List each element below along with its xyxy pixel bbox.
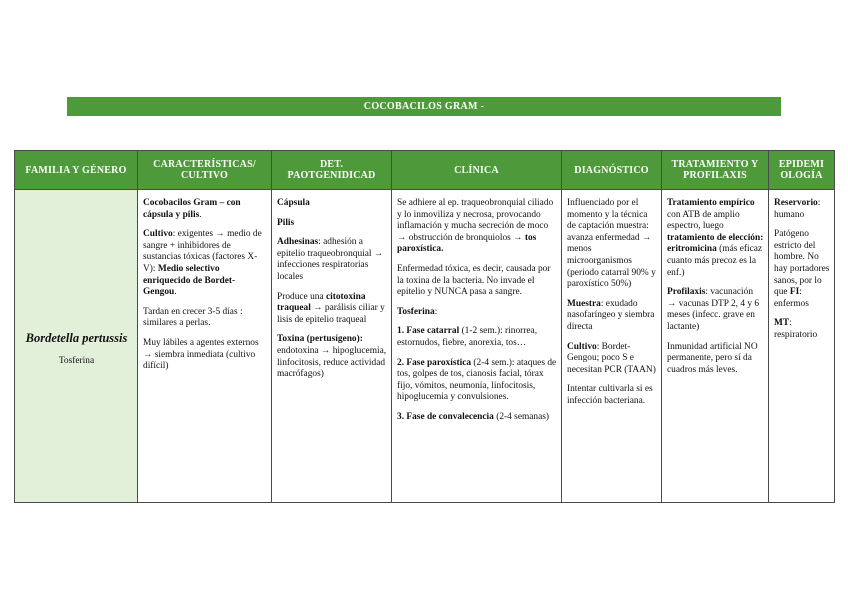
- pat-p3-bold: Adhesinas: [277, 237, 319, 248]
- cli-p2: Enfermedad tóxica, es decir, causada por la toxina de la bacteria. No invade el epitelio y NUNCA pasa a sangre.: [397, 263, 551, 298]
- car-p4: Muy lábiles a agentes externos → siembra inmediata (cultivo difícil): [143, 337, 259, 372]
- pat-p5-bold: Toxina (pertusígeno):: [277, 334, 363, 345]
- bacteria-table: [14, 150, 835, 503]
- caracteristicas-cell: [138, 190, 272, 503]
- diagnostico-cell: [562, 190, 662, 503]
- tra-p1-text2: (más eficaz cuanto más precoz es la enf.): [667, 244, 763, 278]
- car-p2-text1: : exigentes → medio de sangre + inhibidores de sustancias tóxicas (factores X-V):: [143, 229, 262, 274]
- table-row: [15, 190, 835, 503]
- col-header-epidemiologia: EPIDEMI OLOGÍA: [769, 151, 835, 190]
- dia-p4: Intentar cultivarla si es infección bacteriana.: [567, 384, 653, 406]
- col-header-clinica: CLÍNICA: [392, 151, 562, 190]
- pat-p4-bold: citotoxina traqueal: [277, 291, 366, 314]
- cli-p5-text: (2-4 sem.): ataques de tos, golpes de tos, cianosis facial, tórax fijo, vómitos, neumonía, linfocitosis, hipoglucemia y convulsiones.: [397, 357, 557, 403]
- cli-p1-bold: tos paroxística.: [397, 232, 537, 255]
- cli-p3-text: :: [434, 306, 438, 317]
- pat-p1-bold: Cápsula: [277, 198, 310, 208]
- dia-p2-text: : exudado nasofaríngeo y siembra directa: [567, 298, 655, 332]
- epi-p3-text: : respiratorio: [774, 318, 818, 340]
- dia-p1: Influenciado por el momento y la técnica de captación muestra: avanza enfermedad → menos microorganismos (periodo catarral 90% y paroxístico 50%): [567, 198, 656, 290]
- tra-p1-bold2: tratamiento de elección: eritromicina: [667, 232, 764, 255]
- col-header-caracteristicas: CARACTERÍSTICAS/ CULTIVO: [138, 151, 272, 190]
- col-header-patogenicidad: DET. PAOTGENIDICAD: [272, 151, 392, 190]
- car-p2-text2: .: [174, 287, 177, 298]
- section-banner: COCOBACILOS GRAM -: [67, 97, 781, 116]
- epi-p2-text1: Patógeno estricto del hombre. No hay portadores sanos, por lo que: [774, 229, 830, 298]
- tra-p1-text1: con ATB de amplio espectro, luego: [667, 209, 740, 232]
- car-p3: Tardan en crecer 3-5 días : similares a perlas.: [143, 306, 243, 329]
- col-header-diagnostico: DIAGNÓSTICO: [562, 151, 662, 190]
- car-p2-bold2: Medio selectivo enriquecido de Bordet-Gengou: [143, 263, 236, 298]
- car-p1-text: .: [199, 209, 202, 220]
- tra-p1-bold1: Tratamiento empírico: [667, 198, 755, 208]
- epi-p3-bold: MT: [774, 318, 790, 329]
- epi-p2-bold: FI: [789, 287, 800, 298]
- pat-p5-text: endotoxina → hipoglucemia, linfocitosis, reduce actividad macrófagos): [277, 345, 387, 380]
- pat-p4-text1: Produce una: [277, 291, 326, 302]
- pat-p2-bold: Pilis: [277, 217, 295, 228]
- family-common-name: Tosferina: [58, 355, 95, 366]
- car-p1-bold: Cocobacilos Gram – con cápsula y pilis: [143, 198, 241, 220]
- cli-p6-bold: 3. Fase de convalecencia: [397, 411, 494, 422]
- cli-p3-bold: Tosferina: [397, 306, 435, 317]
- epi-p1-text: : humano: [774, 198, 821, 220]
- car-p2-bold1: Cultivo: [143, 229, 173, 240]
- col-header-familia: FAMILIA Y GÉNERO: [15, 151, 138, 190]
- tra-p2-bold: Profilaxis: [667, 287, 706, 298]
- dia-p3-bold: Cultivo: [567, 341, 597, 352]
- cli-p4-text: (1-2 sem.): rinorrea, estornudos, fiebre, anorexia, tos…: [397, 326, 538, 348]
- family-cell: [15, 190, 138, 503]
- dia-p2-bold: Muestra: [567, 298, 601, 309]
- cli-p6-text: (2-4 semanas): [493, 411, 550, 422]
- epidemiologia-cell: [769, 190, 835, 503]
- clinica-cell: [392, 190, 562, 503]
- pat-p4-text2: → parálisis ciliar y lisis de epitelio traqueal: [277, 303, 385, 325]
- epi-p2-text2: : enfermos: [774, 287, 809, 309]
- patogenicidad-cell: [272, 190, 392, 503]
- pat-p3-text: : adhesión a epitelio traqueobronquial → infecciones respiratorias locales: [277, 237, 384, 282]
- tra-p3: Inmunidad artificial NO permanente, pero sí da cuadros más leves.: [667, 341, 758, 375]
- dia-p3-text: : Bordet-Gengou; poco S e necesitan PCR (TAAN): [567, 341, 656, 375]
- family-name: Bordetella pertussis: [25, 330, 128, 345]
- cli-p5-bold: 2. Fase paroxística: [397, 357, 472, 368]
- header-row: [15, 151, 835, 190]
- tra-p2-text: : vacunación → vacunas DTP 2, 4 y 6 meses (infecc. grave en lactante): [667, 287, 760, 332]
- tratamiento-cell: [662, 190, 769, 503]
- cli-p4-bold: 1. Fase catarral: [397, 326, 460, 337]
- epi-p1-bold: Reservorio: [774, 198, 818, 208]
- col-header-tratamiento: TRATAMIENTO Y PROFILAXIS: [662, 151, 769, 190]
- cli-p1-text: Se adhiere al ep. traqueobronquial ciliado y lo inmoviliza y necrosa, provocando inflamación y mucha secreción de moco → obstrucción de bronquiolos →: [397, 198, 554, 243]
